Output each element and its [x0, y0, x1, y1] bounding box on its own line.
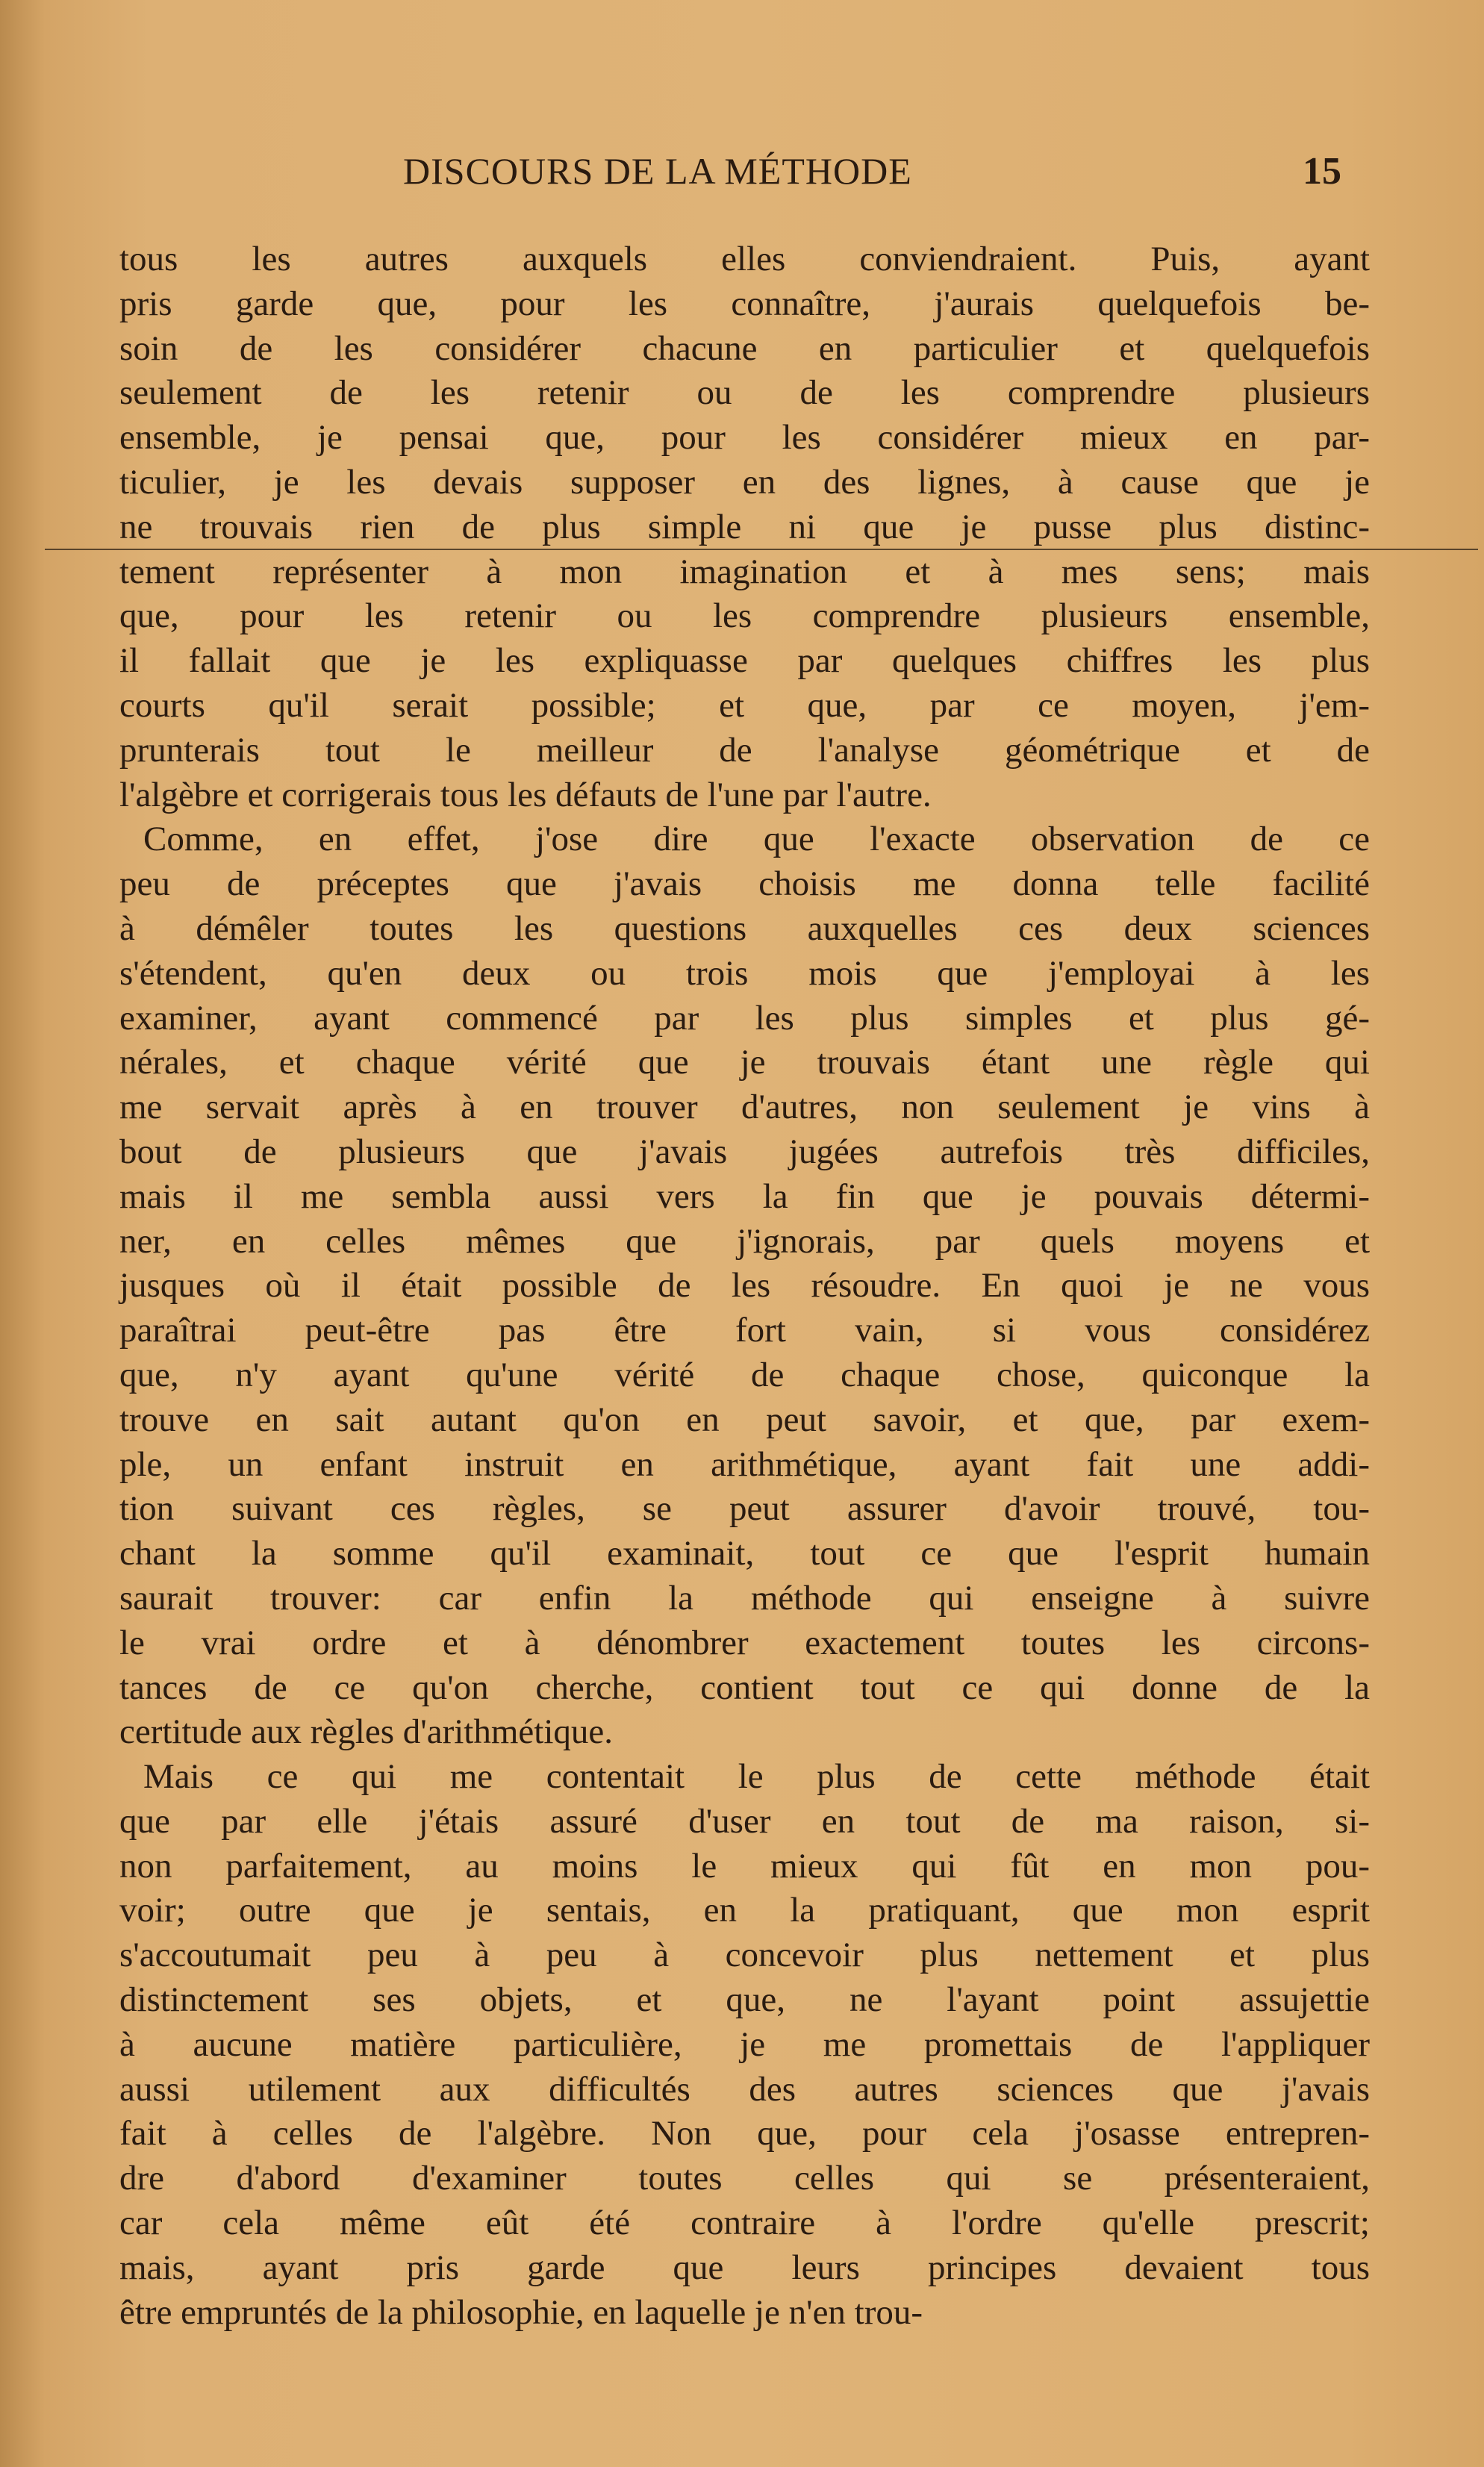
text-line: seulement de les retenir ou de les comprendre plusieurs — [119, 373, 1370, 413]
text-line: voir; outre que je sentais, en la pratiquant, que mon esprit — [119, 1891, 1370, 1930]
text-line: saurait trouver: car enfin la méthode qui enseigne à suivre — [119, 1578, 1370, 1618]
text-line: le vrai ordre et à dénombrer exactement toutes les circons- — [119, 1623, 1370, 1662]
text-line: que par elle j'étais assuré d'user en tout de ma raison, si- — [119, 1801, 1370, 1841]
text-line: ne trouvais rien de plus simple ni que je pusse plus distinc- — [119, 507, 1370, 546]
text-line: tous les autres auxquels elles conviendraient. Puis, ayant — [119, 240, 1370, 278]
text-line: me servait après à en trouver d'autres, non seulement je vins à — [119, 1088, 1370, 1127]
text-line: il fallait que je les expliquasse par quelques chiffres les plus — [119, 641, 1370, 681]
text-line: tion suivant ces règles, se peut assurer d'avoir trouvé, tou- — [119, 1489, 1370, 1529]
text-line: soin de les considérer chacune en particulier et quelquefois — [119, 328, 1370, 368]
text-line: mais, ayant pris garde que leurs principes devaient tous — [119, 2248, 1370, 2287]
text-line: aussi utilement aux difficultés des autres sciences que j'avais — [119, 2069, 1370, 2109]
text-line: que, pour les retenir ou les comprendre plusieurs ensemble, — [119, 596, 1370, 636]
text-line: ner, en celles mêmes que j'ignorais, par quels moyens et — [119, 1221, 1370, 1261]
text-line: distinctement ses objets, et que, ne l'ayant point assujettie — [119, 1980, 1370, 2020]
text-line: courts qu'il serait possible; et que, par ce moyen, j'em- — [119, 685, 1370, 725]
text-line: que, n'y ayant qu'une vérité de chaque chose, quiconque la — [119, 1355, 1370, 1394]
text-line: chant la somme qu'il examinait, tout ce que l'esprit humain — [119, 1534, 1370, 1574]
text-line: s'étendent, qu'en deux ou trois mois que j'employai à les — [119, 953, 1370, 993]
text-line: nérales, et chaque vérité que je trouvais étant une règle qui — [119, 1043, 1370, 1082]
text-line: prunterais tout le meilleur de l'analyse géométrique et de — [119, 730, 1370, 770]
running-title: DISCOURS DE LA MÉTHODE — [403, 150, 912, 192]
text-line: être empruntés de la philosophie, en laquelle je n'en trou- — [119, 2292, 923, 2332]
text-line: car cela même eût été contraire à l'ordre qu'elle prescrit; — [119, 2204, 1370, 2243]
text-line: pris garde que, pour les connaître, j'aurais quelquefois be- — [119, 284, 1370, 323]
text-line: à démêler toutes les questions auxquelles ces deux sciences — [119, 908, 1370, 948]
text-line: certitude aux règles d'arithmétique. — [119, 1712, 613, 1752]
text-line: ensemble, je pensai que, pour les considérer mieux en par- — [119, 418, 1370, 458]
text-line: jusques où il était possible de les résoudre. En quoi je ne vous — [119, 1266, 1370, 1306]
text-line: non parfaitement, au moins le mieux qui fût en mon pou- — [119, 1846, 1370, 1886]
text-line: Mais ce qui me contentait le plus de cette méthode était — [143, 1757, 1370, 1797]
text-line: Comme, en effet, j'ose dire que l'exacte observation de ce — [143, 820, 1370, 859]
body-text — [119, 237, 1370, 2335]
text-line: l'algèbre et corrigerais tous les défauts de l'une par l'autre. — [119, 775, 932, 814]
text-line: fait à celles de l'algèbre. Non que, pour cela j'osasse entrepren- — [119, 2114, 1370, 2153]
text-line: peu de préceptes que j'avais choisis me donna telle facilité — [119, 864, 1370, 904]
text-line: ticulier, je les devais supposer en des lignes, à cause que je — [119, 462, 1370, 502]
text-line: ple, un enfant instruit en arithmétique, ayant fait une addi- — [119, 1444, 1370, 1484]
text-line: tement représenter à mon imagination et à mes sens; mais — [119, 552, 1370, 591]
text-line: trouve en sait autant qu'on en peut savoir, et que, par exem- — [119, 1400, 1370, 1439]
text-line: paraîtrai peut-être pas être fort vain, si vous considérez — [119, 1311, 1370, 1350]
page-number: 15 — [1303, 150, 1341, 193]
text-line: à aucune matière particulière, je me promettais de l'appliquer — [119, 2024, 1370, 2064]
text-line: mais il me sembla aussi vers la fin que je pouvais détermi- — [119, 1176, 1370, 1216]
text-line: tances de ce qu'on cherche, contient tout ce qui donne de la — [119, 1668, 1370, 1707]
text-line: bout de plusieurs que j'avais jugées autrefois très difficiles, — [119, 1132, 1370, 1171]
text-line: s'accoutumait peu à peu à concevoir plus nettement et plus — [119, 1936, 1370, 1975]
text-line: dre d'abord d'examiner toutes celles qui se présenteraient, — [119, 2159, 1370, 2198]
text-line: examiner, ayant commencé par les plus simples et plus gé- — [119, 998, 1370, 1038]
